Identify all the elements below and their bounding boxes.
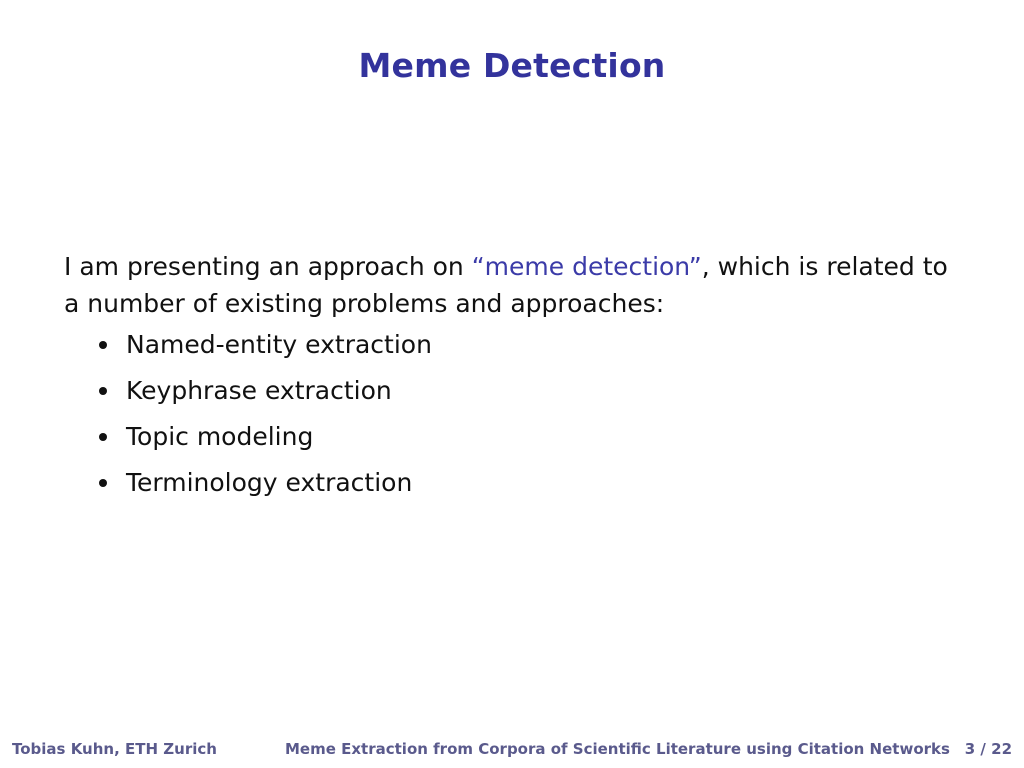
intro-highlight: “meme detection” <box>471 252 702 281</box>
bullet-list <box>64 322 964 506</box>
bullet-label: Terminology extraction <box>126 468 413 497</box>
bullet-dot-icon <box>99 341 107 349</box>
bullet-dot-icon <box>99 433 107 441</box>
bullet-label: Named-entity extraction <box>126 330 432 359</box>
footer-page-number: 3 / 22 <box>964 740 1012 758</box>
bullet-dot-icon <box>99 479 107 487</box>
bullet-item-keyphrase <box>64 368 964 414</box>
slide-footer <box>0 740 1024 760</box>
footer-talk-title: Meme Extraction from Corpora of Scientific Literature using Citation Networks <box>285 740 950 758</box>
slide-body <box>64 248 964 506</box>
bullet-item-topic-modeling <box>64 414 964 460</box>
bullet-item-terminology <box>64 460 964 506</box>
bullet-label: Keyphrase extraction <box>126 376 392 405</box>
intro-paragraph <box>64 248 964 322</box>
intro-text-before: I am presenting an approach on <box>64 252 472 281</box>
footer-author: Tobias Kuhn, ETH Zurich <box>12 740 217 758</box>
bullet-label: Topic modeling <box>126 422 314 451</box>
bullet-dot-icon <box>99 387 107 395</box>
intro-text-after: , which is related to a number of existing problems and approaches: <box>64 252 948 318</box>
slide-title: Meme Detection <box>358 46 666 85</box>
bullet-item-named-entity <box>64 322 964 368</box>
